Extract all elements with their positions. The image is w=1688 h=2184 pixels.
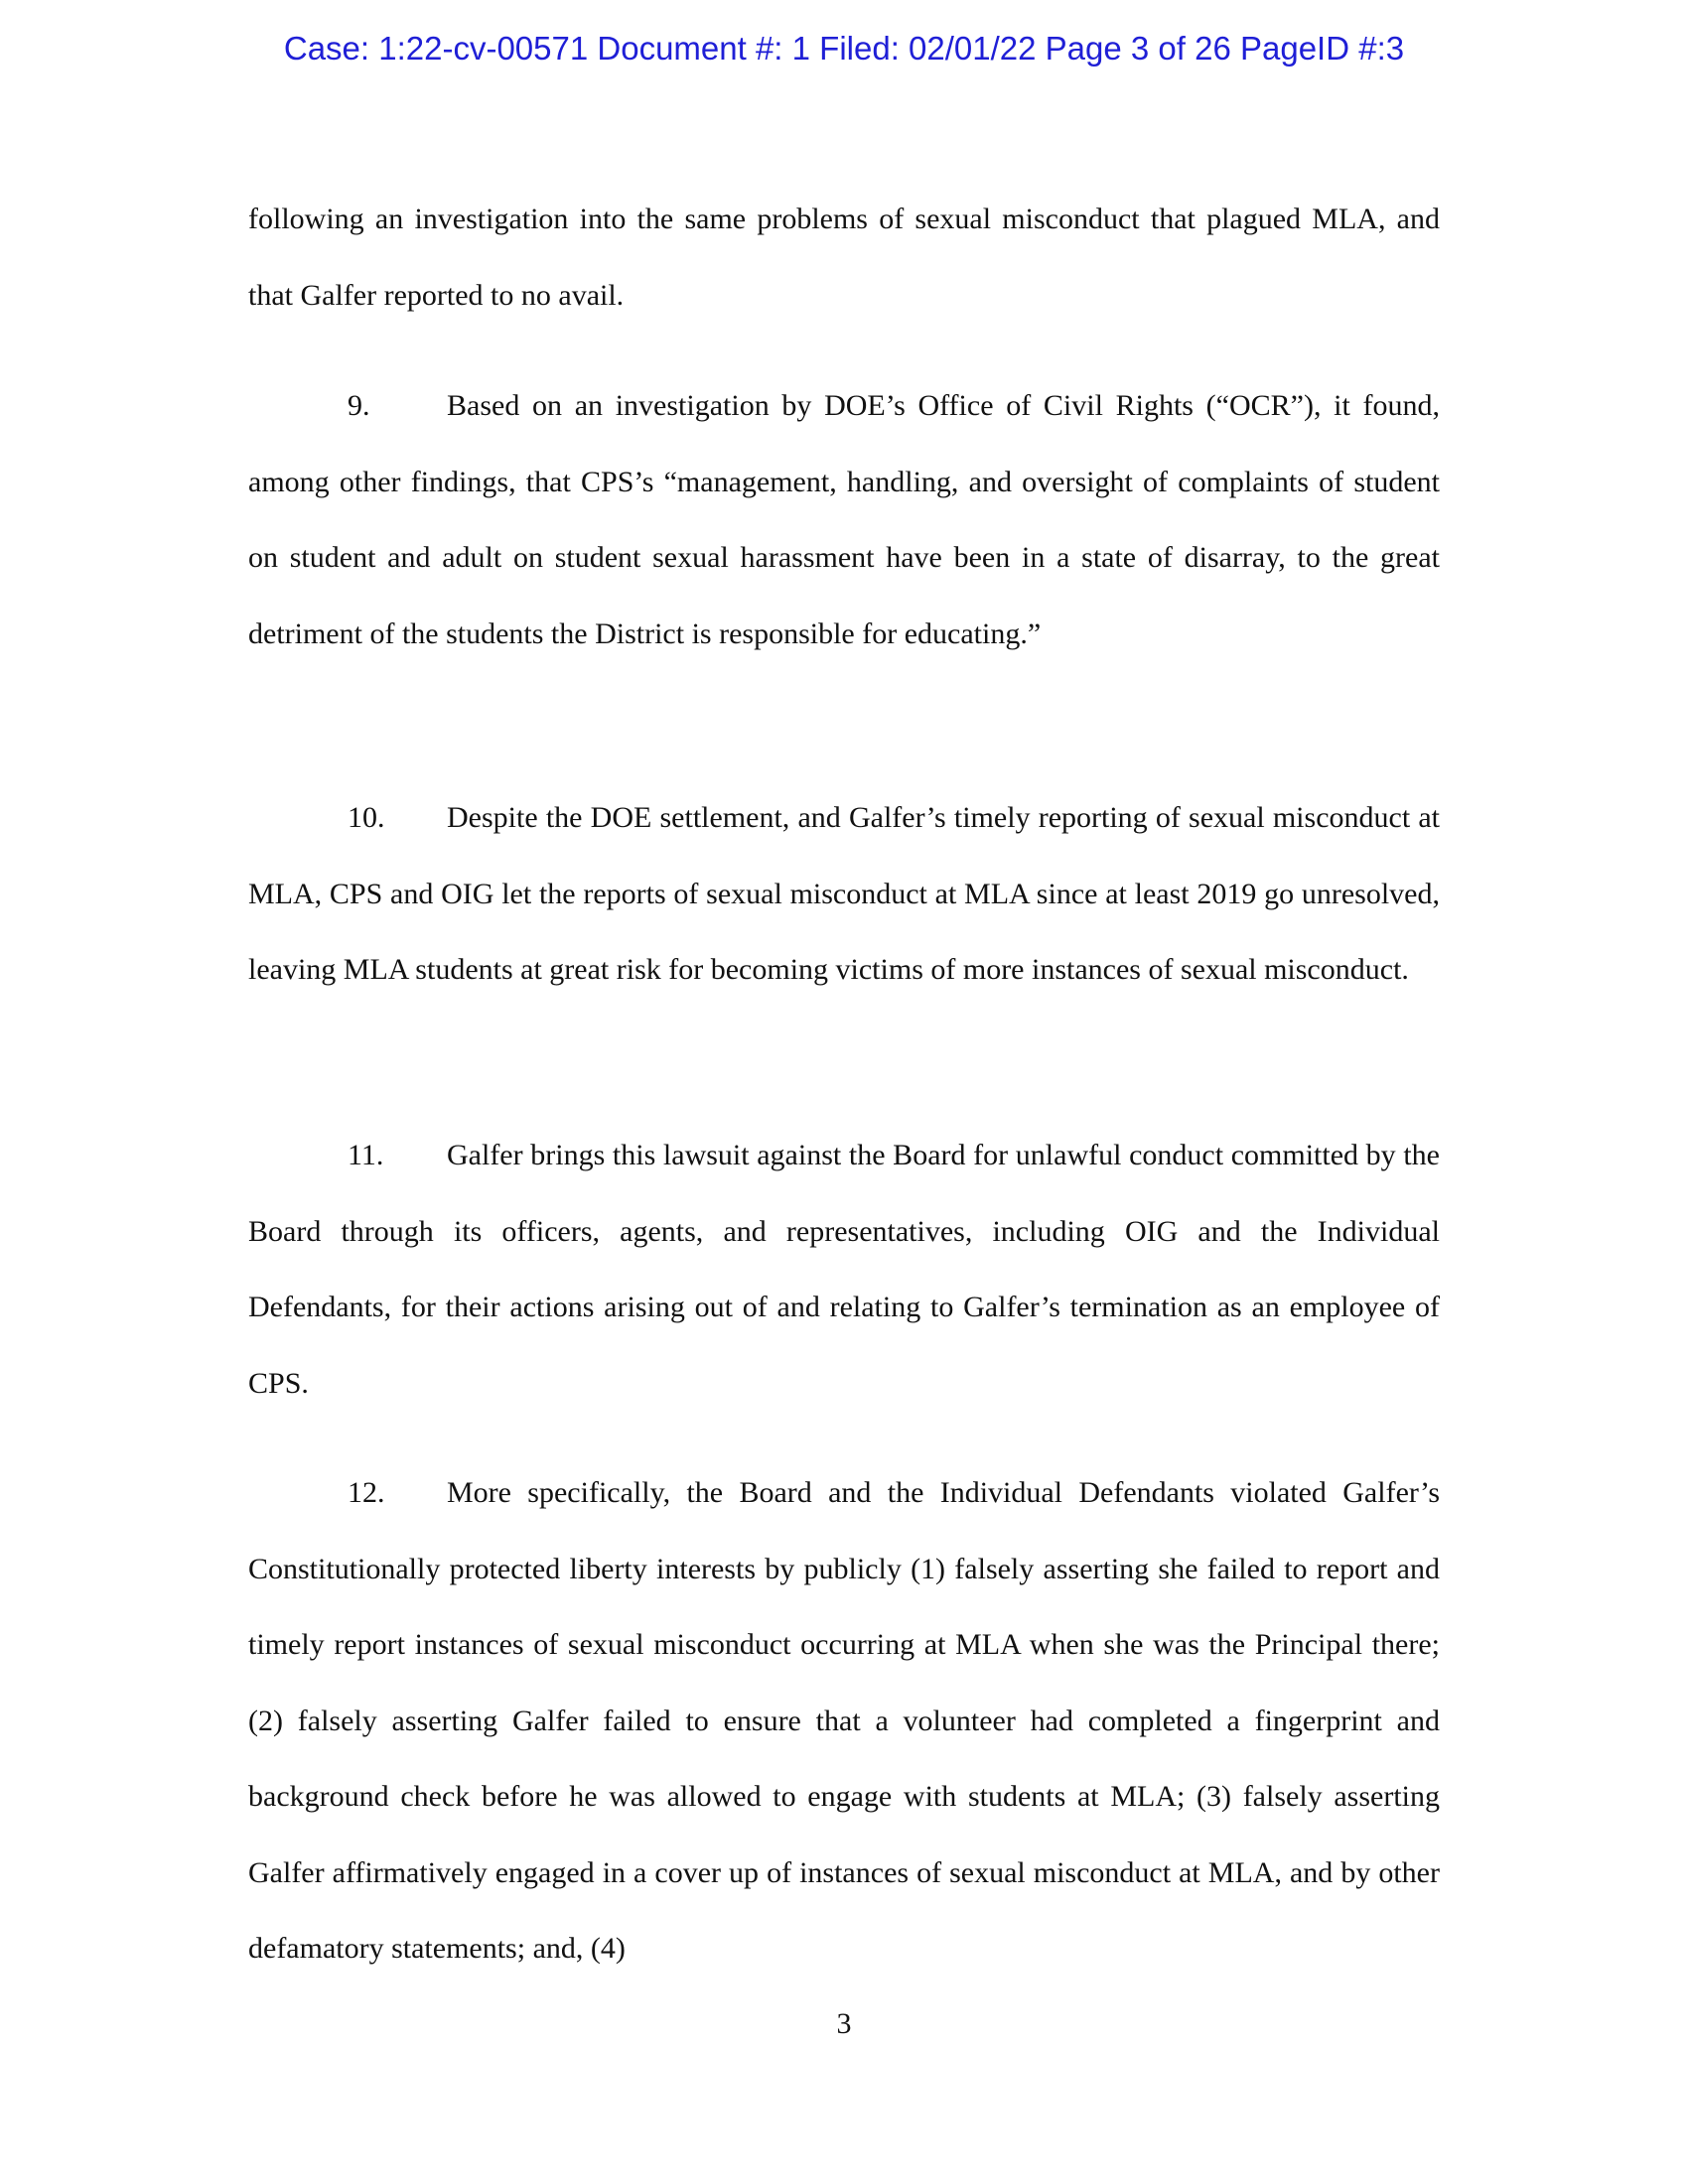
paragraph-number: 11. (348, 1139, 384, 1171)
paragraph-text: Galfer brings this lawsuit against the Board for unlawful conduct committed by the Board through its officers, agents, and representatives, including OIG and the Individual Defendants, for their actions arising out of and relating to Galfer’s termination as an employee of CPS. (248, 1139, 1440, 1400)
paragraph-text: Based on an investigation by DOE’s Office of Civil Rights (“OCR”), it found, among other findings, that CPS’s “management, handling, and oversight of complaints of student on student and adult on student sexual harassment have been in a state of disarray, to the great detriment of the students the District is responsible for educating.” (248, 389, 1440, 650)
paragraph-text: Despite the DOE settlement, and Galfer’s timely reporting of sexual misconduct at MLA, CPS and OIG let the reports of sexual misconduct at MLA since at least 2019 go unresolved, leaving MLA students at great risk for becoming victims of more instances of sexual misconduct. (248, 801, 1440, 986)
paragraph-number: 12. (348, 1476, 385, 1509)
paragraph-11 (248, 1118, 1440, 1422)
paragraph-continuation (248, 182, 1440, 334)
page-number: 3 (836, 2007, 852, 2040)
paragraph-text: More specifically, the Board and the Individual Defendants violated Galfer’s Constitutionally protected liberty interests by publicly (1) falsely asserting she failed to report and timely report instances of sexual misconduct occurring at MLA when she was the Principal there; (2) falsely asserting Galfer failed to ensure that a volunteer had completed a fingerprint and background check before he was allowed to engage with students at MLA; (3) falsely asserting Galfer affirmatively engaged in a cover up of instances of sexual misconduct at MLA, and by other defamatory statements; and, (4) (248, 1476, 1440, 1965)
paragraph-10 (248, 780, 1440, 1009)
paragraph-number: 10. (348, 801, 385, 834)
paragraph-9 (248, 368, 1440, 672)
case-header: Case: 1:22-cv-00571 Document #: 1 Filed: 02/01/22 Page 3 of 26 PageID #:3 (283, 30, 1405, 67)
paragraph-12 (248, 1455, 1440, 1987)
paragraph-text: following an investigation into the same problems of sexual misconduct that plagued MLA, and that Galfer reported to no avail. (248, 203, 1440, 312)
paragraph-number: 9. (348, 389, 370, 422)
